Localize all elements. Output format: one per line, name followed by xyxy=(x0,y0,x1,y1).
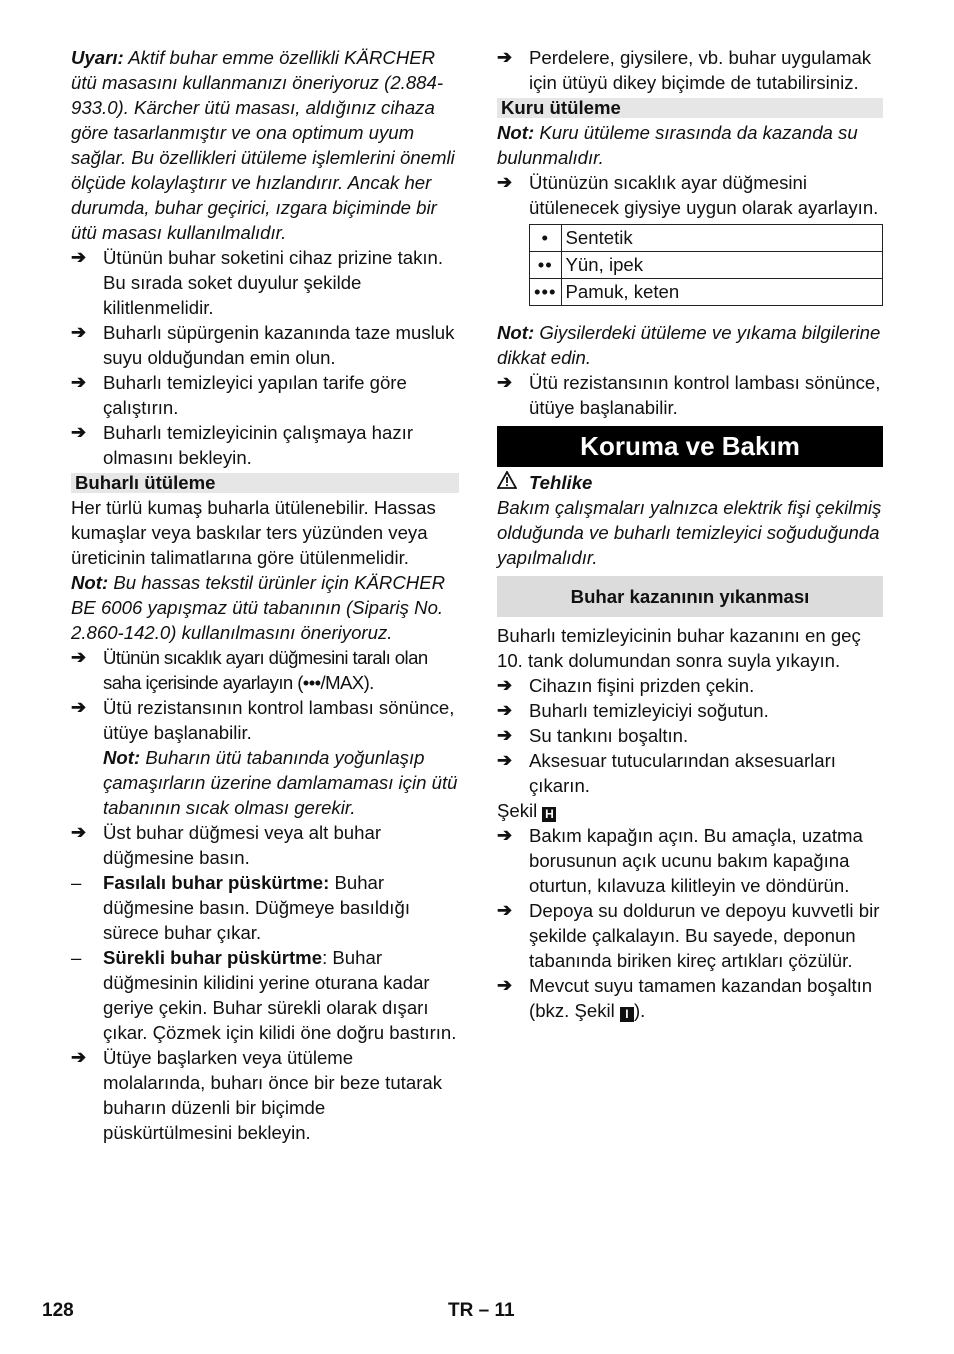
step-text: Ütü rezistansının kontrol lambası sönünce, ütüye başlanabilir. xyxy=(529,372,881,418)
warning-paragraph xyxy=(71,45,459,245)
step-text: Perdelere, giysilere, vb. buhar uygulamak için ütüyü dikey biçimde de tutabilirsiniz. xyxy=(529,47,872,93)
arrow-icon: ➔ xyxy=(71,372,87,392)
arrow-icon: ➔ xyxy=(71,247,87,267)
step-text: Su tankını boşaltın. xyxy=(529,725,689,746)
dash-marker: – xyxy=(71,872,82,893)
note-text: Kuru ütüleme sırasında da kazanda su bulunmalıdır. xyxy=(497,122,858,168)
note-label: Not: xyxy=(103,747,141,768)
warning-triangle-icon xyxy=(497,470,529,495)
boiler-intro: Buharlı temizleyicinin buhar kazanını en geç 10. tank dolumundan sonra suyla yıkayın. xyxy=(497,625,861,671)
note-paragraph xyxy=(71,745,459,820)
step-text: Bakım kapağın açın. Bu amaçla, uzatma borusunun açık ucunu bakım kapağına oturtun, kılavuza kilitleyin ve döndürün. xyxy=(529,825,863,896)
warning-label: Uyarı: xyxy=(71,47,124,68)
step-text: Mevcut suyu tamamen kazandan boşaltın (bkz. Şekil xyxy=(529,975,873,1021)
list-item xyxy=(497,170,883,220)
danger-text: Bakım çalışmaları yalnızca elektrik fişi çekilmiş olduğunda ve buharlı temizleyici soğuduğunda yapılmalıdır. xyxy=(497,497,882,568)
arrow-icon: ➔ xyxy=(497,825,513,845)
left-column xyxy=(71,45,459,1145)
step-text: Ütünün buhar soketini cihaz prizine takın. Bu sırada soket duyulur şekilde kilitlenmelidir. xyxy=(103,247,444,318)
step-text: Ütüye başlarken veya ütüleme molalarında, buharı önce bir beze tutarak buharın düzenli bir biçimde püskürtülmesini bekleyin. xyxy=(103,1047,443,1143)
figure-label: Şekil xyxy=(497,800,538,821)
arrow-icon: ➔ xyxy=(71,697,87,717)
dash-list-item xyxy=(71,945,459,1045)
arrow-icon: ➔ xyxy=(497,975,513,995)
arrow-icon: ➔ xyxy=(71,422,87,442)
note-label: Not: xyxy=(497,322,535,343)
dash-item-text: Buhar düğmesine basın. Düğmeye basıldığı sürece buhar çıkar. xyxy=(103,872,410,943)
dash-item-bold: Sürekli buhar püskürtme xyxy=(103,947,323,968)
figure-reference xyxy=(497,798,883,823)
dots-cell: ••• xyxy=(530,279,562,306)
list-item xyxy=(497,723,883,748)
dash-item-text: : Buhar düğmesinin kilidini yerine oturana kadar geriye çekin. Buhar sürekli olarak dışarı çıkar. Çözmek için kilidi öne doğru bastırın. xyxy=(103,947,457,1043)
note-label: Not: xyxy=(497,122,535,143)
list-item xyxy=(71,420,459,470)
dots-cell: • xyxy=(530,225,562,252)
step-text: Aksesuar tutucularından aksesuarları çıkarın. xyxy=(529,750,836,796)
arrow-icon: ➔ xyxy=(497,372,513,392)
warning-text: Aktif buhar emme özellikli KÄRCHER ütü masasını kullanmanızı öneriyoruz (2.884-933.0). Kärcher ütü masası, aldığınız cihaza göre tasarlanmıştır ve ona optimum uyum sağlar. Bu özellikleri ütüleme işlemlerini önemli ölçüde kolaylaştırır ve hızlandırır. Ancak her durumda, buhar geçirici, ızgara biçiminde bir ütü masası kullanılmalıdır. xyxy=(71,47,455,243)
note-text: Bu hassas tekstil ürünler için KÄRCHER BE 6006 yapışmaz ütü tabanının (Sipariş No. 2.860-142.0) kullanılmasını öneriyoruz. xyxy=(71,572,446,643)
list-item xyxy=(497,673,883,698)
dots-cell: •• xyxy=(530,252,562,279)
list-item xyxy=(71,820,459,870)
dash-list-item xyxy=(71,870,459,945)
list-item xyxy=(497,748,883,798)
step-text: Ütünüzün sıcaklık ayar düğmesini ütülenecek giysiye uygun olarak ayarlayın. xyxy=(529,172,879,218)
arrow-icon: ➔ xyxy=(71,647,87,667)
arrow-icon: ➔ xyxy=(71,1047,87,1067)
step-text: Depoya su doldurun ve depoyu kuvvetli bir şekilde çalkalayın. Bu sayede, deponun tabanında biriken kireç artıkları çözülür. xyxy=(529,900,880,971)
list-item xyxy=(497,898,883,973)
step-text: Üst buhar düğmesi veya alt buhar düğmesine basın. xyxy=(103,822,382,868)
arrow-icon: ➔ xyxy=(497,725,513,745)
page-number: 128 xyxy=(42,1300,74,1321)
list-item xyxy=(71,320,459,370)
right-column xyxy=(497,45,883,1023)
table-row xyxy=(530,252,883,279)
list-item xyxy=(497,823,883,898)
figure-letter-badge: H xyxy=(542,807,556,822)
list-item xyxy=(497,370,883,420)
fabric-cell: Pamuk, keten xyxy=(561,279,882,306)
list-item xyxy=(71,370,459,420)
fabric-cell: Sentetik xyxy=(561,225,882,252)
list-item xyxy=(71,695,459,745)
step-text: Ütünün sıcaklık ayarı düğmesini taralı olan saha içerisinde ayarlayın (•••/MAX). xyxy=(103,647,428,693)
note-label: Not: xyxy=(71,572,109,593)
list-item xyxy=(71,245,459,320)
arrow-icon: ➔ xyxy=(71,822,87,842)
dash-marker: – xyxy=(71,947,82,968)
dash-item-bold: Fasılalı buhar püskürtme: xyxy=(103,872,330,893)
list-item xyxy=(497,698,883,723)
note-paragraph xyxy=(497,120,883,170)
section-title-dry-ironing: Kuru ütüleme xyxy=(497,98,883,118)
note-text: Giysilerdeki ütüleme ve yıkama bilgilerine dikkat edin. xyxy=(497,322,881,368)
steam-intro: Her türlü kumaş buharla ütülenebilir. Hassas kumaşlar veya baskılar ters yüzünden veya üreticinin talimatlarına göre ütülenmelidir. xyxy=(71,497,436,568)
step-text: Cihazın fişini prizden çekin. xyxy=(529,675,755,696)
section-title-steam-ironing: Buharlı ütüleme xyxy=(71,473,459,493)
step-text: Buharlı temizleyiciyi soğutun. xyxy=(529,700,769,721)
step-text-end: ). xyxy=(633,1000,646,1021)
fabric-temperature-table xyxy=(529,224,883,306)
list-item xyxy=(71,1045,459,1145)
step-text: Buharlı temizleyici yapılan tarife göre çalıştırın. xyxy=(103,372,407,418)
danger-label: Tehlike xyxy=(529,472,593,493)
note-text: Buharın ütü tabanında yoğunlaşıp çamaşırların üzerine damlamaması için ütü tabanının sıcak olması gerekir. xyxy=(103,747,458,818)
arrow-icon: ➔ xyxy=(497,675,513,695)
arrow-icon: ➔ xyxy=(497,900,513,920)
note-paragraph xyxy=(497,320,883,370)
fabric-cell: Yün, ipek xyxy=(561,252,882,279)
list-item xyxy=(497,973,883,1023)
arrow-icon: ➔ xyxy=(497,47,513,67)
page-code: TR – 11 xyxy=(448,1300,515,1321)
arrow-icon: ➔ xyxy=(71,322,87,342)
step-text: Ütü rezistansının kontrol lambası sönünce, ütüye başlanabilir. xyxy=(103,697,455,743)
step-text: Buharlı süpürgenin kazanında taze musluk suyu olduğundan emin olun. xyxy=(103,322,455,368)
note-paragraph xyxy=(71,570,459,645)
figure-letter-badge: I xyxy=(620,1007,634,1022)
arrow-icon: ➔ xyxy=(497,700,513,720)
main-heading: Koruma ve Bakım xyxy=(497,426,883,467)
sub-heading: Buhar kazanının yıkanması xyxy=(497,576,883,617)
list-item xyxy=(497,45,883,95)
list-item xyxy=(71,645,459,695)
arrow-icon: ➔ xyxy=(497,172,513,192)
step-text: Buharlı temizleyicinin çalışmaya hazır olmasını bekleyin. xyxy=(103,422,414,468)
arrow-icon: ➔ xyxy=(497,750,513,770)
danger-heading xyxy=(497,470,883,495)
table-row xyxy=(530,225,883,252)
table-row xyxy=(530,279,883,306)
